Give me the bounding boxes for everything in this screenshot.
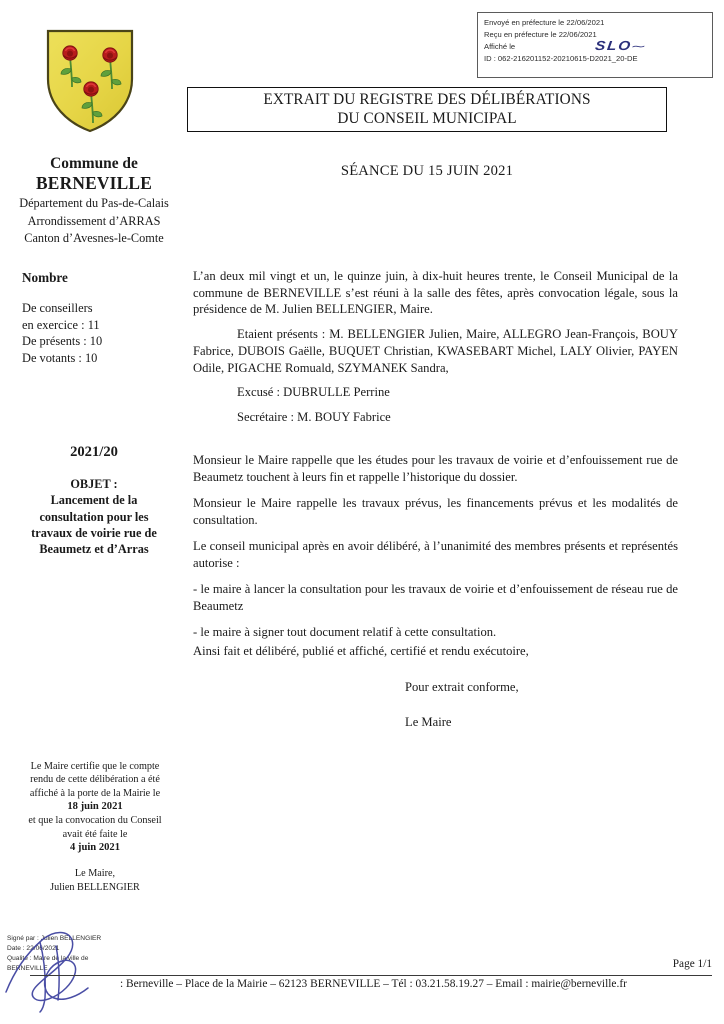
preamble-attendees: Etaient présents : M. BELLENGIER Julien, Maire, ALLEGRO Jean-François, BOUY Fabrice, DUBOIS Gaëlle, BUQUET Christian, KWASEBART Michel, LALY Olivier, PAYEN Odile, PIGACHE Romuald, SZYMANEK Sandra,: [193, 327, 678, 375]
preamble-section: [193, 268, 678, 434]
certification-line-1: Le Maire certifie que le compte: [30, 761, 160, 772]
certification-line-2: rendu de cette délibération a été: [30, 774, 160, 786]
objet-line-2: consultation pour les: [39, 509, 149, 524]
counts-row-presents: De présents : 10: [22, 334, 103, 348]
objet-line-1: Lancement de la: [50, 493, 138, 508]
counts-heading: Nombre: [22, 270, 68, 285]
prefecture-posted-label: Affiché le: [484, 41, 516, 51]
page-number: Page 1/1: [672, 958, 712, 970]
esign-quality: Qualité : Maire de la ville de: [7, 955, 89, 963]
handwritten-signature-icon: [4, 928, 139, 1014]
footer-address: : Berneville – Place de la Mairie – 62123 BERNEVILLE – Tél : 03.21.58.19.27 – Email : mairie@berneville.fr: [120, 978, 627, 990]
prefecture-stamp-box: [477, 12, 713, 78]
resolution-paragraph-1: Monsieur le Maire rappelle que les études pour les travaux de voirie et d’enfouissement rue de Beaumetz touchent à leurs fin et rappelle l’historique du dossier.: [193, 453, 678, 484]
objet-line-4: Beaumetz et d’Arras: [39, 542, 149, 557]
certification-posted-date: 18 juin 2021: [67, 801, 123, 813]
counts-row-conseillers: De conseillers: [22, 301, 93, 315]
commune-arrondissement: Arrondissement d’ARRAS: [27, 213, 161, 228]
document-title-line2: DU CONSEIL MUNICIPAL: [337, 109, 517, 127]
footer-divider: [30, 975, 712, 976]
document-title-box: [187, 87, 667, 132]
esign-date: Date : 22/06/2021: [7, 945, 60, 953]
visa-swash-icon: ⁓: [631, 40, 648, 53]
visa-initials: SLO: [594, 37, 633, 53]
counts-list: [22, 300, 102, 366]
closing-formula: Ainsi fait et délibéré, publié et affiché, certifié et rendu exécutoire,: [193, 644, 529, 658]
certification-line-3: affiché à la porte de la Mairie le: [29, 787, 161, 799]
commune-crest: [44, 27, 136, 135]
counts-row-votants: De votants : 10: [22, 350, 98, 365]
session-heading: SÉANCE DU 15 JUIN 2021: [340, 163, 514, 179]
blason-svg: [44, 27, 136, 135]
certification-line-4: et que la convocation du Conseil: [28, 815, 162, 827]
preamble-secretary: Secrétaire : M. BOUY Fabrice: [237, 410, 391, 425]
objet-label: OBJET :: [70, 477, 118, 491]
commune-identity: [0, 155, 188, 246]
certification-block: [10, 760, 180, 894]
closing-certified-copy: Pour extrait conforme,: [405, 679, 519, 694]
prefecture-received-line: Reçu en préfecture le 22/06/2021: [484, 29, 597, 39]
prefecture-sent-line: Envoyé en préfecture le 22/06/2021: [484, 18, 605, 27]
document-title-line1: EXTRAIT DU REGISTRE DES DÉLIBÉRATIONS: [263, 91, 591, 109]
resolution-section: [193, 452, 678, 650]
prefecture-id-line: ID : 062-216201152-20210615-D2021_20-DE: [484, 53, 638, 63]
certification-line-5: avait été faite le: [62, 828, 128, 840]
prefecture-posted-line: [484, 37, 712, 53]
esign-city: BERNEVILLE: [7, 965, 48, 973]
closing-section: [193, 643, 678, 731]
commune-canton: Canton d’Avesnes-le-Comte: [24, 230, 164, 245]
certification-signature-name: Julien BELLENGIER: [50, 881, 140, 893]
preamble-excused: Excusé : DUBRULLE Perrine: [237, 385, 390, 400]
deliberation-objet: [8, 476, 180, 558]
deliberation-number: 2021/20: [70, 444, 118, 460]
objet-line-3: travaux de voirie rue de: [31, 526, 157, 541]
commune-departement: Département du Pas-de-Calais: [19, 196, 169, 211]
resolution-paragraph-3: Le conseil municipal après en avoir délibéré, à l’unanimité des membres présents et représentés autorise :: [193, 539, 678, 570]
electronic-signature-block: [4, 934, 139, 1014]
resolution-item-1: - le maire à lancer la consultation pour les travaux de voirie et d’enfouissement de réseau rue de Beaumetz: [193, 582, 678, 613]
resolution-item-2: - le maire à signer tout document relatif à cette consultation.: [193, 625, 497, 639]
certification-signature-label: Le Maire,: [74, 868, 116, 880]
esign-signer: Signé par : Julien BELLENGIER: [7, 935, 102, 942]
commune-label: Commune de: [50, 155, 138, 172]
resolution-paragraph-2: Monsieur le Maire rappelle les travaux prévus, les financements prévus et les modalités de consultation.: [193, 496, 678, 527]
commune-name: BERNEVILLE: [35, 173, 153, 194]
certification-convocation-date: 4 juin 2021: [69, 842, 121, 854]
preamble-paragraph-1: L’an deux mil vingt et un, le quinze juin, à dix-huit heures trente, le Conseil Municipal de la commune de BERNEVILLE s’est réuni à la salle des fêtes, après convocation légale, sous la présidence de M. Julien BELLENGIER, Maire.: [193, 269, 678, 317]
closing-mayor-label: Le Maire: [405, 715, 452, 730]
counts-row-exercice: en exercice : 11: [22, 317, 100, 332]
